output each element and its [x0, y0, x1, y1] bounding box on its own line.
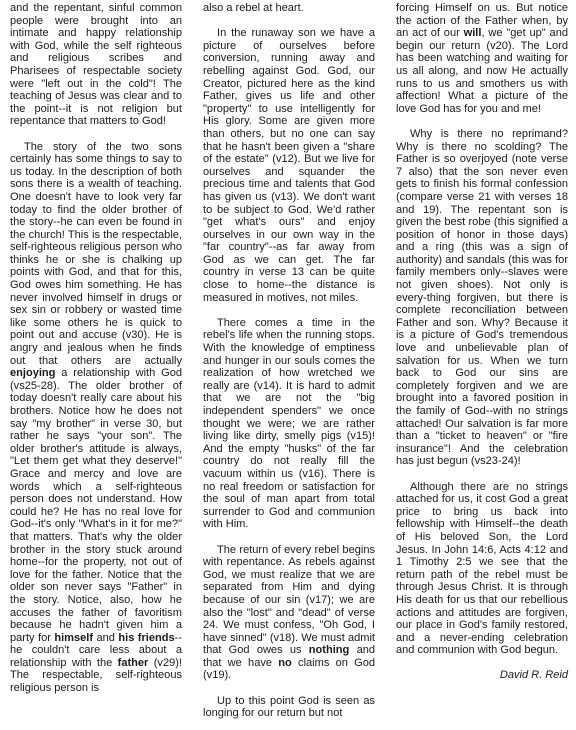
paragraph [203, 27, 375, 304]
column-2 [203, 2, 375, 726]
paragraph [396, 128, 568, 468]
paragraph-text: The story of the two sons certainly has some things to say to us today. In the description of both sons there is a wealth of teaching. One doesn't have to look very far today to find the older brother of the story--he can even be found in the church! This is the respectable, self-righteous religious person who thinks he or she is chalking up points with God, and that for this, God owes him something. He has never involved himself in drugs or sex sin or robbery or wasted time like some others he is quick to point out and accuse (v30). He is angry and jealous when he finds out that others are actually [10, 140, 182, 367]
paragraph [203, 2, 375, 15]
author-signature: David R. Reid [499, 669, 568, 682]
paragraph-text: also a rebel at heart. [203, 2, 304, 14]
paragraph-text: and that we have [203, 644, 375, 669]
paragraph-text: and [96, 631, 115, 644]
paragraph-text: and the repentant, sinful common people were brought into an intimate and happy relationship with God, while the self righteous and religious scribes and Pharisees of respectable society were "left out in the cold"! The teaching of Jesus was clear and to the point--it is not religion but repentance that matters to God! [10, 2, 182, 128]
paragraph-text: Why is there no reprimand? Why is there no scolding? The Father is so overjoyed (note verse 7 also) that the son never even gets to finish his formal confession (compare verse 21 with verses 18 and 19). The repentant son is given the best robe (this signified a position of honor in those days) and a ring (this was a sign of authority) and sandals (this was for family members only--slaves were not given shoes). Not only is every-thing forgiven, but there is complete reconciliation between Father and son. Why? Because it is a picture of God's tremendous love and unbelievable plan of salvation for us. When we turn back to God our sins are completely forgiven and we are brought into a favored position in the family of God--with no strings attached! Our salvation is far more than a "ticket to heaven" or "fire insurance"! And the celebration has just begun (vs23-24)! [396, 127, 568, 468]
paragraph-text: Up to this point God is seen as longing for our return but not [203, 694, 375, 720]
paragraph-text: a relationship with God (vs25-28). The older brother of today doesn't really care about his brothers. Notice how he does not say "my brother" in verse 30, but rather he says "your son". The older brother's attitude is always, "Let them get what they deserve!" Grace and mercy and love are words which a self-righteous person does not understand. How could he? He has no real love for God--it's only "What's in it for me?" that matters. That's why the older brother in the story stuck around home--for the property, not out of love for the father. Notice that the older son never says "Father" in the story. Notice, also, how he accuses the father of favoritism because he hadn't given him a party for [10, 367, 182, 644]
paragraph-text: , we "get up" and begin our return (v20). The Lord has been watching and waiting for us all along, and now He actually runs to us and smothers us with affection! What a picture of the love God has for you and me! [396, 27, 568, 115]
emphasis: enjoying [10, 367, 56, 380]
paragraph-text: In the runaway son we have a picture of ourselves before conversion, running away and rebelling against God. God, our Creator, pictured here as the kind Father, gives us life and other "property" to use intelligently for His glory. Some are given more than others, but no one can say that he hasn't been given a "share of the estate" (v12). But we live for ourselves and squander the precious time and talents that God has given us (v13). We don't want to be subject to God. We'd rather "get what's ours" and enjoy ourselves in our own way in the "far country"--as far away from God as we can get. The far country in verse 13 can be quite close to home--the distance is measured in motives, not miles. [203, 27, 375, 304]
paragraph-text: The return of every rebel begins with repentance. As rebels against God, we must realize that we are separated from Him and dying because of our sin (v17); we are also the "lost" and "dead" of verse 24. We must confess, "Oh God, I have sinned" (v18). We must admit that God owes us [203, 543, 375, 657]
paragraph [203, 544, 375, 683]
column-1 [10, 2, 182, 726]
paragraph-text: Although there are no strings attached for us, it cost God a great price to bring us back into fellowship with Himself--the death of His beloved Son, the Lord Jesus. In John 14:6, Acts 4:12 and 1 Timothy 2:5 we see that the return path of the rebel must be through Jesus Christ. It is through His death for us that our rebellious actions and attitudes are forgiven, our place in God's family restored, and a never-ending celebration and communion with God begun. [396, 480, 568, 657]
emphasis: his friends [118, 631, 175, 644]
paragraph-text: (v29)! The respectable, self-righteous religious person is [10, 656, 182, 695]
emphasis: no [278, 656, 292, 669]
emphasis: nothing [308, 644, 350, 657]
emphasis: father [117, 656, 149, 669]
paragraph-text: There comes a time in the rebel's life when the running stops. With the knowledge of emptiness and hunger in our souls comes the realization of how wretched we really are (v14). It is hard to admit that we are not the "big independent spenders" we once thought we were; we are rather living like dirty, smelly pigs (v15)! And the empty "husks" of the far country do not really fill the vacuum within us (v16). There is no real freedom or satisfaction for the soul of man apart from total surrender to God and communion with Him. [203, 316, 375, 531]
paragraph [10, 2, 182, 128]
emphasis: himself [54, 631, 94, 644]
paragraph-text: --he couldn't care less about a relationship with the [10, 631, 182, 669]
column-3 [396, 2, 568, 726]
paragraph-text: claims on God (v19). [203, 656, 376, 682]
paragraph [203, 695, 375, 720]
emphasis: will [463, 27, 482, 40]
paragraph [396, 2, 568, 115]
paragraph [10, 141, 182, 695]
paragraph-text: forcing Himself on us. But notice the action of the Father when, by an act of our [396, 2, 568, 40]
article-page [10, 2, 568, 726]
paragraph [396, 481, 568, 657]
paragraph [203, 317, 375, 531]
